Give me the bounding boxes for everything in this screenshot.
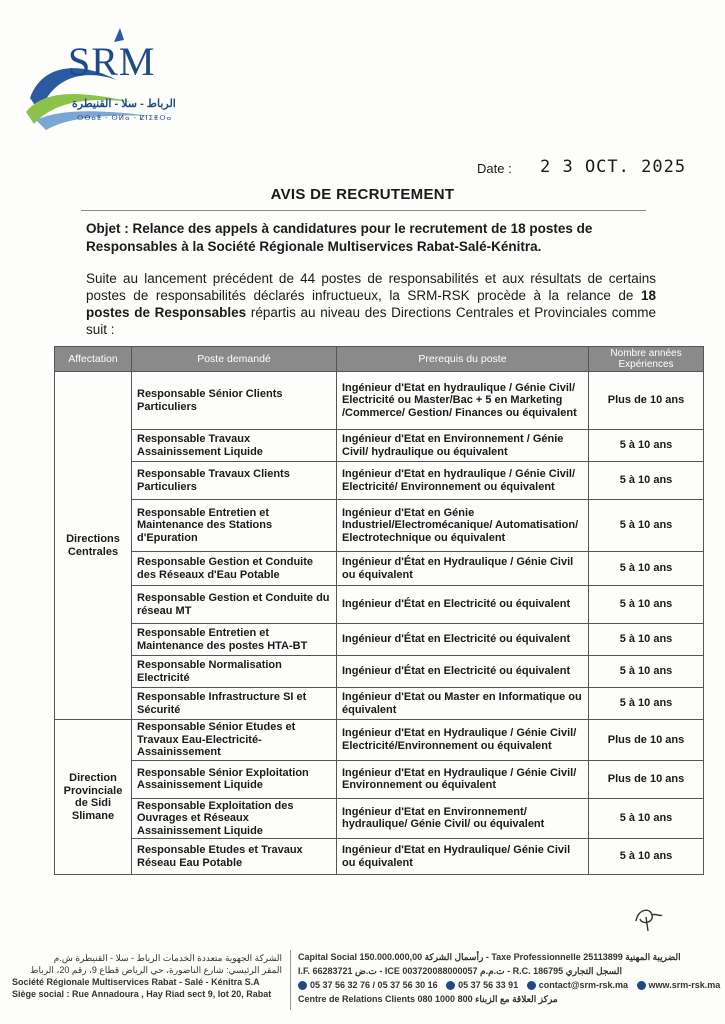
table-row bbox=[55, 586, 704, 624]
positions-table bbox=[54, 346, 704, 875]
table-row bbox=[55, 760, 704, 798]
poste-cell: Responsable Entretien et Maintenance des postes HTA-BT bbox=[132, 624, 337, 656]
poste-cell: Responsable Sénior Clients Particuliers bbox=[132, 372, 337, 430]
prerequis-cell: Ingénieur d'Etat ou Master en Informatique ou équivalent bbox=[337, 688, 589, 720]
poste-cell: Responsable Gestion et Conduite des Réseaux d'Eau Potable bbox=[132, 552, 337, 586]
footer-email[interactable]: contact@srm-rsk.ma bbox=[538, 980, 629, 990]
experience-cell: Plus de 10 ans bbox=[589, 760, 704, 798]
table-row bbox=[55, 839, 704, 875]
footer-company-name: Société Régionale Multiservices Rabat - Salé - Kénitra S.A bbox=[12, 977, 260, 987]
intro-text-1: Suite au lancement précédent de 44 postes de responsabilités et aux résultats de certains postes de responsabilités déclarés infructueux, la SRM-RSK procède à la relance de bbox=[86, 271, 656, 303]
poste-cell: Responsable Etudes et Travaux Réseau Eau Potable bbox=[132, 839, 337, 875]
experience-cell: Plus de 10 ans bbox=[589, 720, 704, 761]
poste-cell: Responsable Sénior Exploitation Assainissement Liquide bbox=[132, 760, 337, 798]
logo-tifinagh-text: ⵔⴱⴰⵟ - ⵙⵍⴰ - ⵇⵏⵉⵟⵔⴰ bbox=[77, 115, 173, 122]
poste-cell: Responsable Normalisation Electricité bbox=[132, 656, 337, 688]
prerequis-cell: Ingénieur d'Etat en hydraulique / Génie Civil/ Electricité/ Environnement ou équivalent bbox=[337, 462, 589, 500]
experience-cell: 5 à 10 ans bbox=[589, 624, 704, 656]
intro-paragraph bbox=[86, 270, 656, 338]
date-stamp: 2 3 OCT. 2025 bbox=[540, 157, 687, 177]
date-label: Date : bbox=[477, 161, 512, 176]
prerequis-cell: Ingénieur d'Etat en Génie Industriel/Electromécanique/ Automatisation/ Electrotechnique ou équivalent bbox=[337, 500, 589, 552]
poste-cell: Responsable Exploitation des Ouvrages et Réseaux Assainissement Liquide bbox=[132, 798, 337, 839]
table-row bbox=[55, 688, 704, 720]
prerequis-cell: Ingénieur d'État en Hydraulique / Génie Civil ou équivalent bbox=[337, 552, 589, 586]
footer-phones: 05 37 56 32 76 / 05 37 56 30 16 bbox=[310, 980, 438, 990]
table-header-row bbox=[55, 347, 704, 372]
footer-web[interactable]: www.srm-rsk.ma bbox=[648, 980, 721, 990]
table-row bbox=[55, 656, 704, 688]
poste-cell: Responsable Entretien et Maintenance des Stations d'Epuration bbox=[132, 500, 337, 552]
experience-cell: 5 à 10 ans bbox=[589, 839, 704, 875]
footer-contacts bbox=[298, 978, 721, 992]
header-poste: Poste demandé bbox=[132, 347, 337, 372]
table-row bbox=[55, 372, 704, 430]
intro-bold-text: 18 postes de Responsables bbox=[86, 288, 656, 320]
poste-cell: Responsable Gestion et Conduite du réseau MT bbox=[132, 586, 337, 624]
signature-icon bbox=[628, 903, 668, 933]
experience-cell: 5 à 10 ans bbox=[589, 656, 704, 688]
experience-cell: Plus de 10 ans bbox=[589, 372, 704, 430]
prerequis-cell: Ingénieur d'État en Electricité ou équivalent bbox=[337, 586, 589, 624]
prerequis-cell: Ingénieur d'Etat en Environnement / Génie Civil/ hydraulique ou équivalent bbox=[337, 430, 589, 462]
experience-cell: 5 à 10 ans bbox=[589, 586, 704, 624]
header-prerequis: Prerequis du poste bbox=[337, 347, 589, 372]
web-icon bbox=[637, 981, 646, 990]
footer-centre: Centre de Relations Clients 080 1000 800 مركز العلاقة مع الزبناء bbox=[298, 994, 558, 1004]
prerequis-cell: Ingénieur d'Etat en Environnement/ hydraulique/ Génie Civil/ ou équivalent bbox=[337, 798, 589, 839]
header-affectation: Affectation bbox=[55, 347, 132, 372]
srm-logo bbox=[22, 20, 176, 135]
footer-divider bbox=[290, 950, 291, 1010]
header-experience: Nombre années Expériences bbox=[589, 347, 704, 372]
email-icon bbox=[527, 981, 536, 990]
affectation-cell: Directions Centrales bbox=[55, 372, 132, 720]
experience-cell: 5 à 10 ans bbox=[589, 462, 704, 500]
footer-legal-info bbox=[298, 950, 721, 1006]
table-row bbox=[55, 624, 704, 656]
table-row bbox=[55, 430, 704, 462]
prerequis-cell: Ingénieur d'Etat en Hydraulique/ Génie Civil ou équivalent bbox=[337, 839, 589, 875]
experience-cell: 5 à 10 ans bbox=[589, 500, 704, 552]
objet-paragraph: Objet : Relance des appels à candidatures pour le recrutement de 18 postes de Responsables à la Société Régionale Multiservices Rabat-Salé-Kénitra. bbox=[86, 221, 593, 254]
affectation-cell: Direction Provinciale de Sidi Slimane bbox=[55, 720, 132, 875]
prerequis-cell: Ingénieur d'État en Electricité ou équivalent bbox=[337, 656, 589, 688]
prerequis-cell: Ingénieur d'Etat en Hydraulique / Génie Civil/ Environnement ou équivalent bbox=[337, 760, 589, 798]
phone-icon bbox=[298, 981, 307, 990]
footer-ids: I.F. 66283721 ت.ض - ICE 003720088000057 ت.م.م - R.C. 186795 السجل التجاري bbox=[298, 966, 622, 976]
experience-cell: 5 à 10 ans bbox=[589, 688, 704, 720]
title-divider bbox=[81, 210, 646, 211]
footer-company-info bbox=[12, 952, 282, 1000]
page-title: AVIS DE RECRUTEMENT bbox=[270, 186, 455, 203]
footer-arabic-name: الشركة الجهوية متعددة الخدمات الرباط - سلا - القنيطرة ش.م bbox=[53, 953, 282, 963]
prerequis-cell: Ingénieur d'État en Electricité ou équivalent bbox=[337, 624, 589, 656]
poste-cell: Responsable Sénior Etudes et Travaux Eau-Electricité-Assainissement bbox=[132, 720, 337, 761]
footer-arabic-address: المقر الرئيسي: شارع الناضورة، حي الرياض قطاع 9، رقم 20، الرباط bbox=[30, 965, 282, 975]
logo-wordmark: SRM bbox=[68, 39, 156, 84]
table-body bbox=[55, 372, 704, 875]
table-row bbox=[55, 500, 704, 552]
poste-cell: Responsable Travaux Clients Particuliers bbox=[132, 462, 337, 500]
experience-cell: 5 à 10 ans bbox=[589, 798, 704, 839]
table-row bbox=[55, 552, 704, 586]
prerequis-cell: Ingénieur d'Etat en hydraulique / Génie Civil/ Electricité ou Master/Bac + 5 en Marketing /Commerce/ Gestion/ Finances ou équivalent bbox=[337, 372, 589, 430]
table-row bbox=[55, 462, 704, 500]
experience-cell: 5 à 10 ans bbox=[589, 430, 704, 462]
poste-cell: Responsable Infrastructure SI et Sécurité bbox=[132, 688, 337, 720]
intro-text-2: répartis au niveau des Directions Centrales et Provinciales comme suit : bbox=[86, 305, 656, 337]
table-row bbox=[55, 720, 704, 761]
experience-cell: 5 à 10 ans bbox=[589, 552, 704, 586]
table-row bbox=[55, 798, 704, 839]
poste-cell: Responsable Travaux Assainissement Liquide bbox=[132, 430, 337, 462]
fax-icon bbox=[446, 981, 455, 990]
footer-siege: Siège social : Rue Annadoura , Hay Riad sect 9, lot 20, Rabat bbox=[12, 989, 272, 999]
footer-fax: 05 37 56 33 91 bbox=[458, 980, 519, 990]
prerequis-cell: Ingénieur d'Etat en Hydraulique / Génie Civil/ Electricité/Environnement ou équivalent bbox=[337, 720, 589, 761]
footer-capital: Capital Social 150.000.000,00 رأسمال الشركة - Taxe Professionnelle 25113899 الضريبة المهنية bbox=[298, 952, 681, 962]
logo-arabic-text: الرباط - سلا - القنيطرة bbox=[72, 98, 176, 110]
